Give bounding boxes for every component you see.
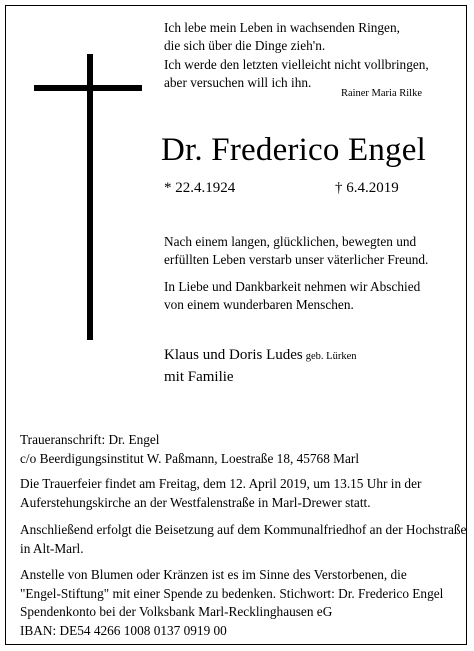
text-line: in Alt-Marl.: [20, 540, 84, 556]
donation-info: [20, 566, 443, 640]
poem-line: die sich über die Dinge zieh'n.: [164, 38, 326, 54]
text-line: Anstelle von Blumen oder Kränzen ist es im Sinne des Verstorbenen, die: [20, 567, 407, 582]
cross-horizontal-beam: [34, 85, 142, 91]
obituary-notice: [5, 5, 467, 645]
family-names: Klaus und Doris Ludes: [164, 347, 303, 363]
poem-author: Rainer Maria Rilke: [340, 88, 422, 99]
cross-vertical-beam: [87, 54, 93, 340]
text-line: Nach einem langen, glücklichen, bewegten und: [164, 234, 417, 249]
text-line: Traueranschrift: Dr. Engel: [20, 432, 160, 447]
text-line: "Engel-Stiftung" mit einer Spende zu bedenken. Stichwort: Dr. Frederico Engel: [20, 585, 444, 601]
funeral-ceremony-info: [20, 475, 421, 512]
text-line: Auferstehungskirche an der Westfalenstraße in Marl-Drewer statt.: [20, 494, 371, 510]
text-line: Spendenkonto bei der Volksbank Marl-Recklinghausen eG: [20, 604, 333, 619]
farewell-paragraph-2: [164, 278, 420, 315]
text-line: Anschließend erfolgt die Beisetzung auf dem Kommunalfriedhof an der Hochstraße: [20, 522, 467, 537]
poem-line: Ich werde den letzten vielleicht nicht vollbringen,: [164, 56, 429, 72]
text-line: c/o Beerdigungsinstitut W. Paßmann, Loestraße 18, 45768 Marl: [20, 450, 360, 466]
poem-line: aber versuchen will ich ihn.: [164, 74, 312, 90]
mourning-address: [20, 431, 359, 468]
text-line: erfüllten Leben verstarb unser väterlicher Freund.: [164, 252, 429, 268]
poem-quote: [164, 19, 429, 92]
text-line: IBAN: DE54 4266 1008 0137 0919 00: [20, 622, 227, 638]
birth-name: geb. Lürken: [305, 351, 357, 362]
poem-line: Ich lebe mein Leben in wachsenden Ringen,: [164, 20, 400, 35]
family-signature: [164, 345, 356, 387]
farewell-paragraph-1: [164, 233, 428, 270]
death-date: † 6.4.2019: [335, 180, 399, 196]
burial-info: [20, 521, 466, 558]
text-line: In Liebe und Dankbarkeit nehmen wir Abschied: [164, 279, 421, 294]
text-line: Die Trauerfeier findet am Freitag, dem 12. April 2019, um 13.15 Uhr in der: [20, 476, 422, 491]
birth-date: * 22.4.1924: [164, 180, 236, 196]
deceased-name: Dr. Frederico Engel: [161, 132, 426, 168]
family-suffix: mit Familie: [164, 369, 234, 385]
text-line: von einem wunderbaren Menschen.: [164, 297, 354, 313]
